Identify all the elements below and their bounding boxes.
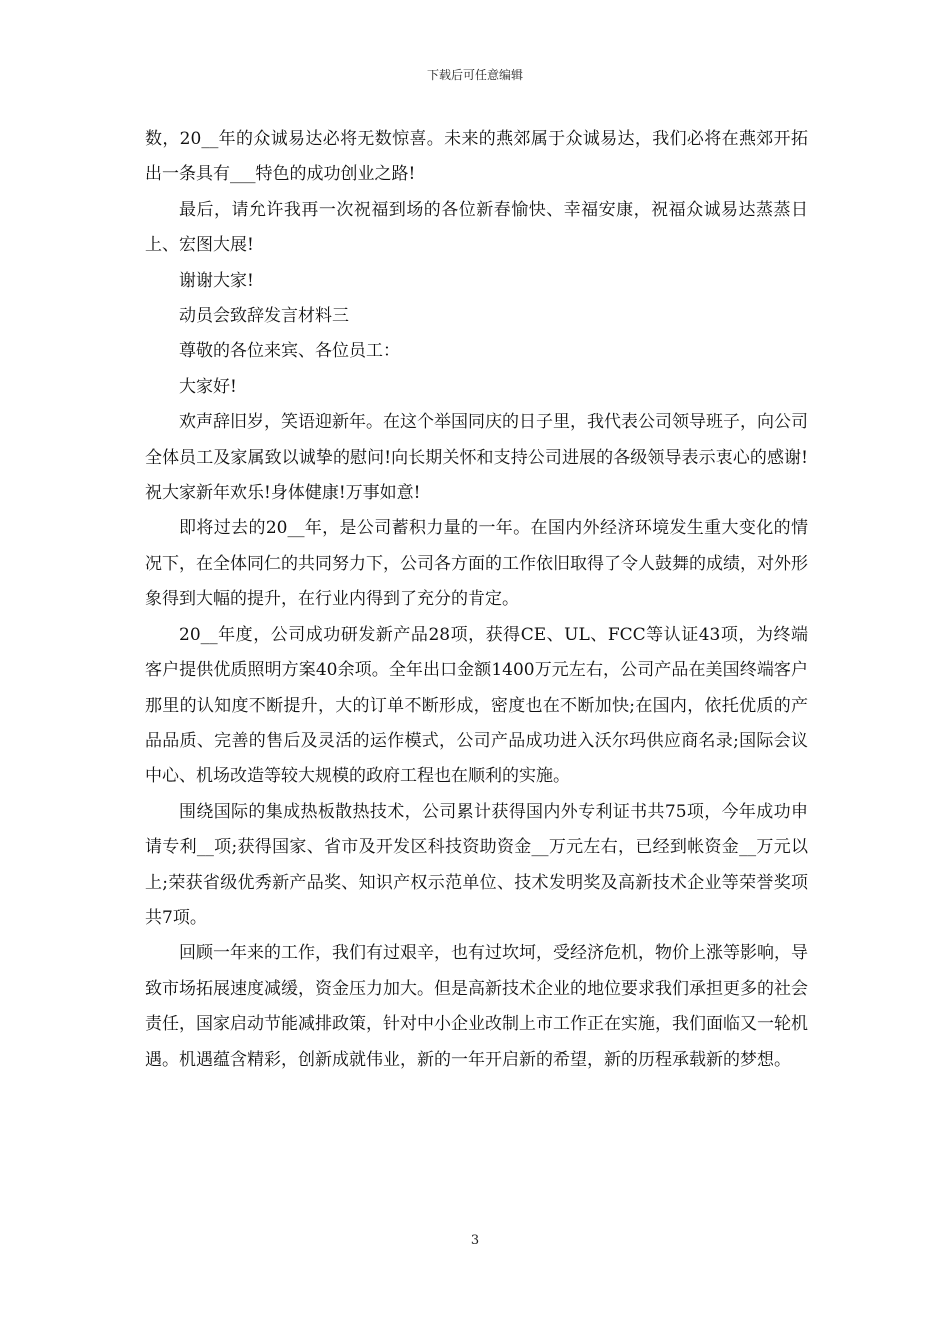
paragraph: 最后，请允许我再一次祝福到场的各位新春愉快、幸福安康，祝福众诚易达蒸蒸日上、宏图大展! <box>145 199 808 256</box>
paragraph: 回顾一年来的工作，我们有过艰辛，也有过坎坷，受经济危机，物价上涨等影响，导致市场拓展速度减缓，资金压力加大。但是高新技术企业的地位要求我们承担更多的社会责任，国家启动节能减排政策，针对中小企业改制上市工作正在实施，我们面临又一轮机遇。机遇蕴含精彩，创新成就伟业，新的一年开启新的希望，新的历程承载新的梦想。 <box>145 943 808 1070</box>
paragraph: 即将过去的20__年，是公司蓄积力量的一年。在国内外经济环境发生重大变化的情况下，在全体同仁的共同努力下，公司各方面的工作依旧取得了令人鼓舞的成绩，对外形象得到大幅的提升，在行业内得到了充分的肯定。 <box>145 518 808 610</box>
paragraph: 数，20__年的众诚易达必将无数惊喜。未来的燕郊属于众诚易达，我们必将在燕郊开拓出一条具有___特色的成功创业之路! <box>145 129 808 185</box>
paragraph: 尊敬的各位来宾、各位员工： <box>179 341 400 362</box>
paragraph: 大家好! <box>179 376 237 397</box>
paragraph: 围绕国际的集成热板散热技术，公司累计获得国内外专利证书共75项，今年成功申请专利__项;获得国家、省市及开发区科技资助资金__万元左右，已经到帐资金__万元以上;荣获省级优秀新产品奖、知识产权示范单位、技术发明奖及高新技术企业等荣誉奖项共7项。 <box>145 801 808 928</box>
paragraph: 欢声辞旧岁，笑语迎新年。在这个举国同庆的日子里，我代表公司领导班子，向公司全体员工及家属致以诚挚的慰问!向长期关怀和支持公司进展的各级领导表示衷心的感谢!祝大家新年欢乐!身体健康!万事如意! <box>145 412 808 504</box>
page-header: 下载后可任意编辑 <box>426 68 523 82</box>
paragraph: 20__年度，公司成功研发新产品28项，获得CE、UL、FCC等认证43项，为终端客户提供优质照明方案40余项。全年出口金额1400万元左右，公司产品在美国终端客户那里的认知度不断提升，大的订单不断形成，密度也在不断加快;在国内，依托优质的产品品质、完善的售后及灵活的运作模式，公司产品成功进入沃尔玛供应商名录;国际会议中心、机场改造等较大规模的政府工程也在顺利的实施。 <box>145 624 808 787</box>
paragraph: 谢谢大家! <box>179 270 254 291</box>
page-number: 3 <box>470 1233 480 1248</box>
paragraph: 动员会致辞发言材料三 <box>179 306 349 327</box>
document-body <box>145 122 808 1078</box>
